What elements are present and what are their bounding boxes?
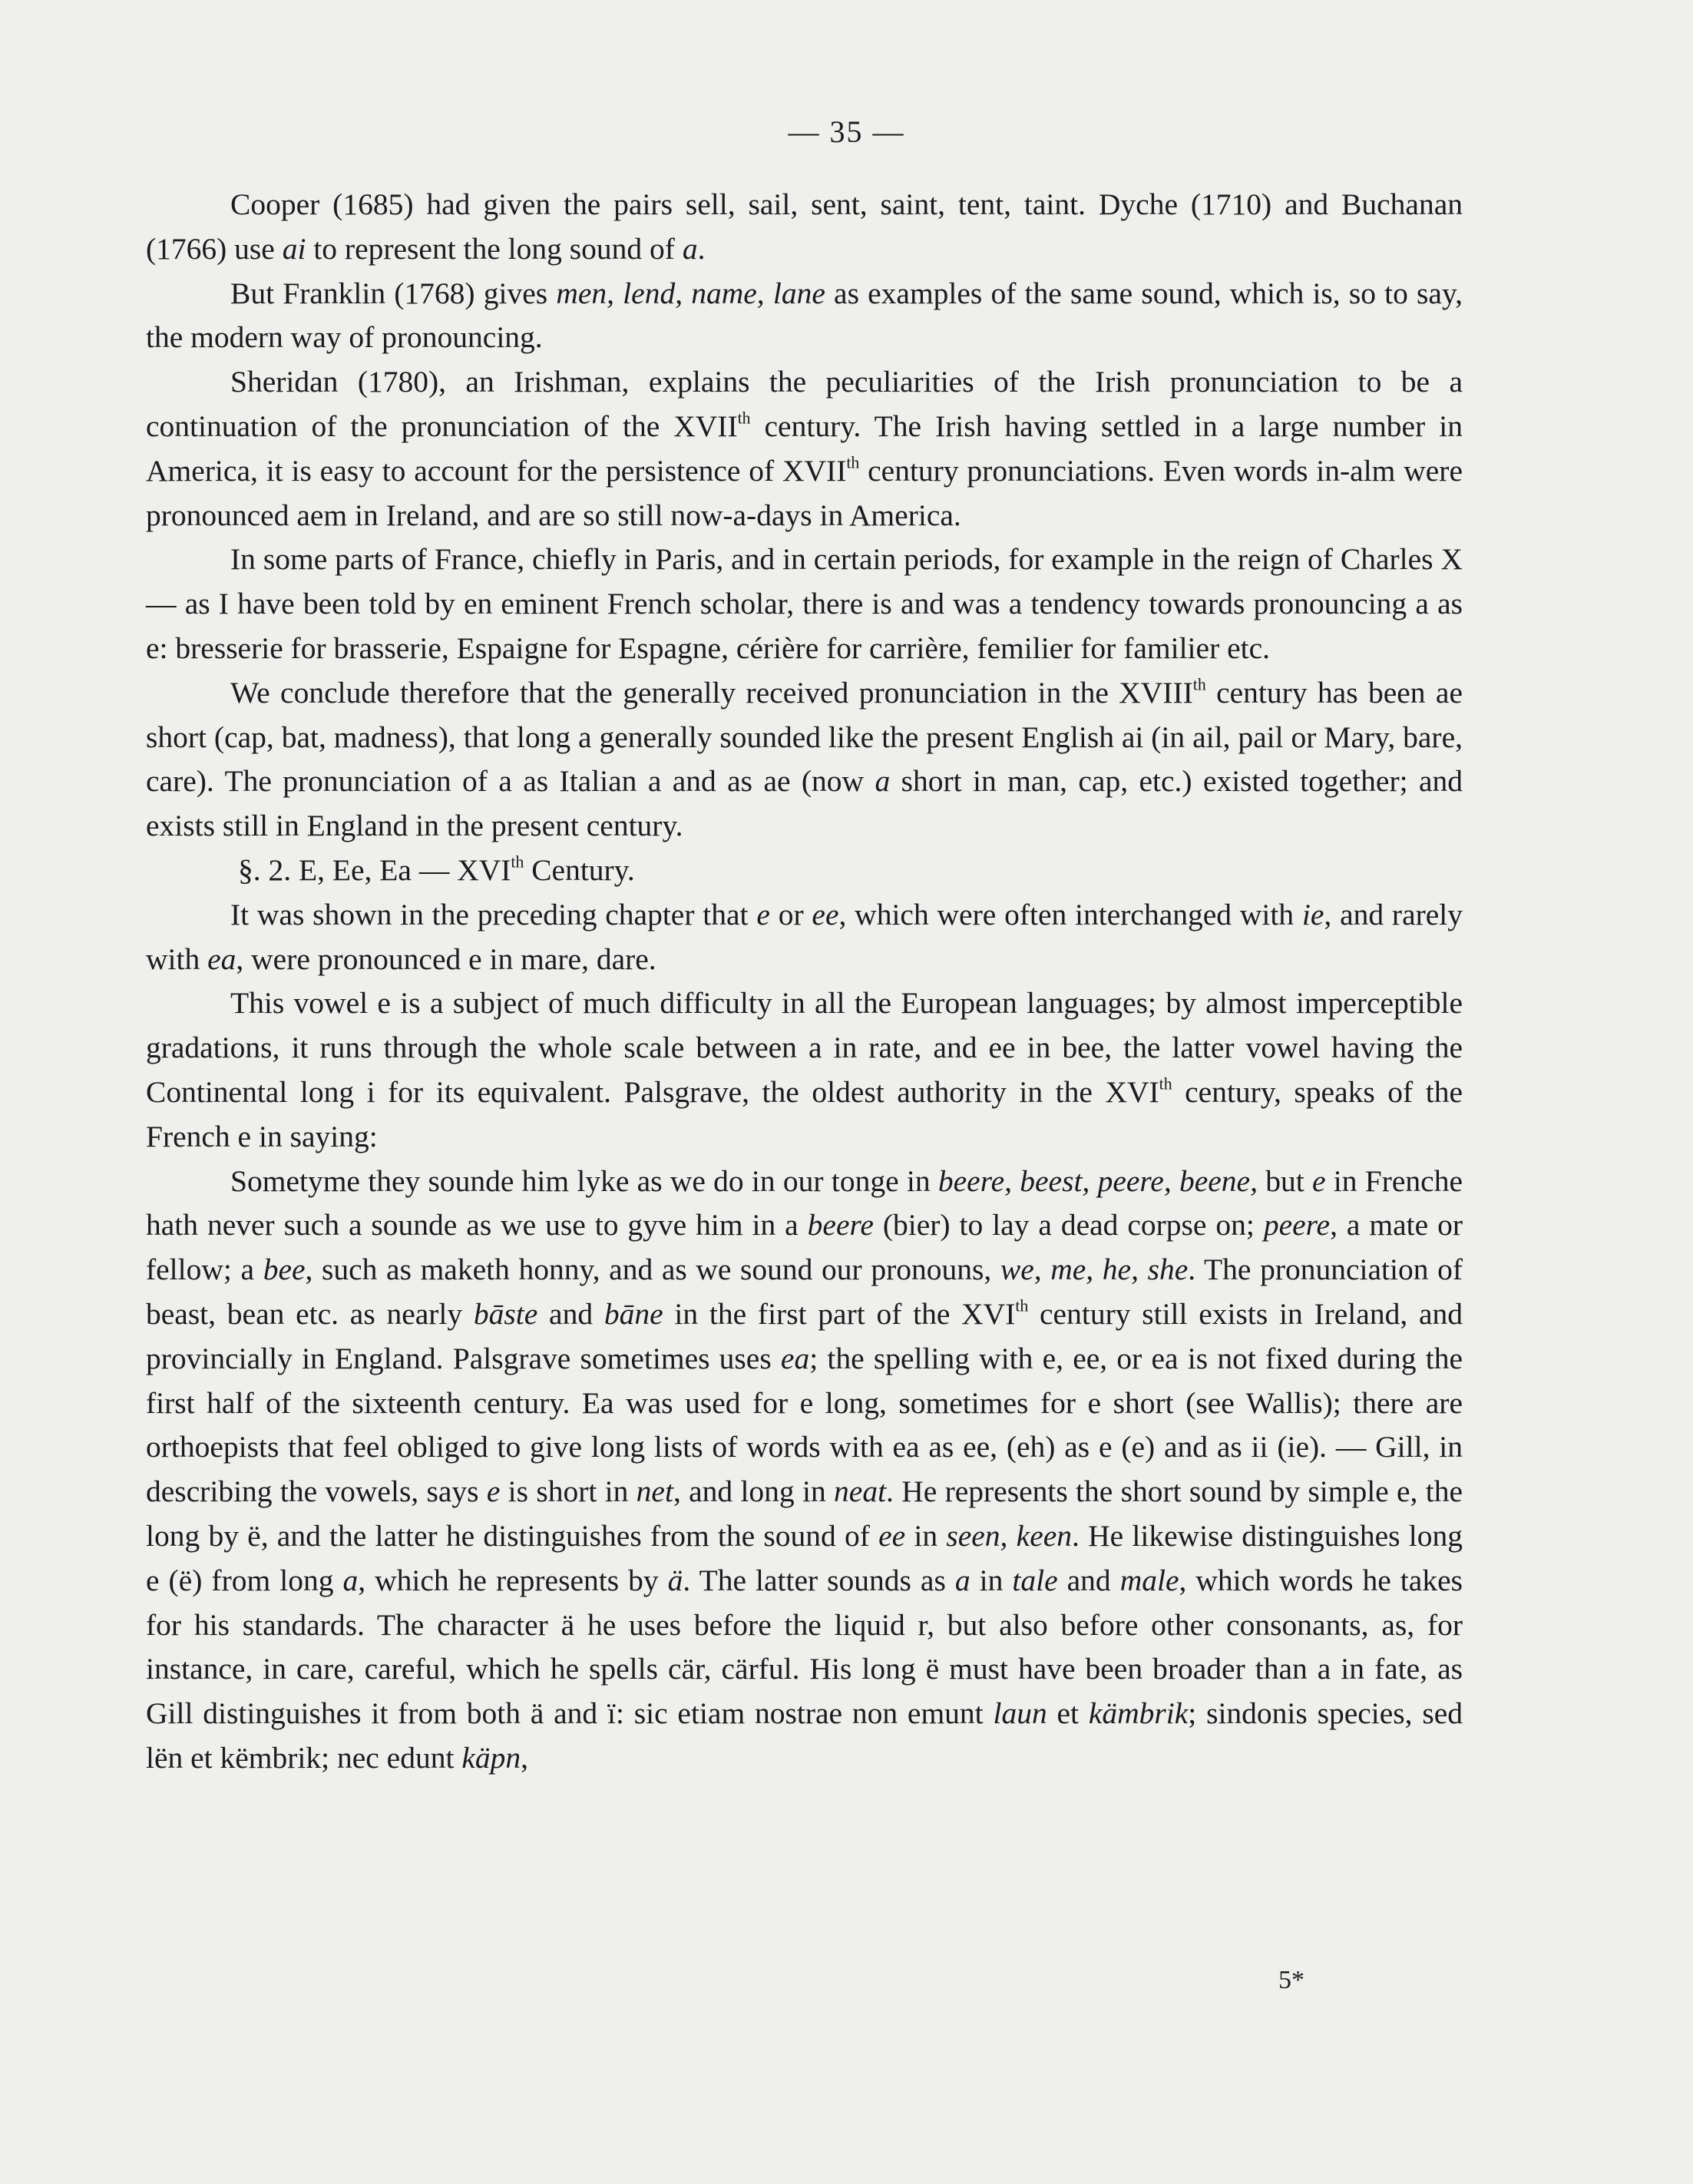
page-number: — 35 —: [788, 114, 905, 149]
body-text: [146, 183, 1463, 1781]
paragraph: Cooper (1685) had given the pairs sell, sail, sent, saint, tent, taint. Dyche (1710) and Buchanan (1766) use ai to represent the long sound of a.: [146, 187, 1463, 266]
signature-mark: 5*: [1278, 1966, 1304, 1994]
paragraph: In some parts of France, chiefly in Paris, and in certain periods, for example in the reign of Charles X — as I have been told by en eminent French scholar, there is and was a tendency towards pronouncing a as e: bresserie for brasserie, Espaigne for Espagne, cérière for carrière, femilier for familier etc.: [146, 542, 1463, 665]
paragraph: Sheridan (1780), an Irishman, explains the peculiarities of the Irish pronunciation to be a continuation of the pronunciation of the XVIIth century. The Irish having settled in a large number in America, it is easy to account for the persistence of XVIIth century pronunciations. Even words in-alm were pronounced aem in Ireland, and are so still now-a-days in America.: [146, 365, 1463, 532]
paragraph: Sometyme they sounde him lyke as we do in our tonge in beere, beest, peere, beene, but e in Frenche hath never such a sounde as we use to gyve him in a beere (bier) to lay a dead corpse on; peere, a mate or fellow; a bee, such as maketh honny, and as we sound our pronouns, we, me, he, she. The pronunciation of beast, bean etc. as nearly bāste and bāne in the first part of the XVIth century still exists in Ireland, and provincially in England. Palsgrave sometimes uses ea; the spelling with e, ee, or ea is not fixed during the first half of the sixteenth century. Ea was used for e long, sometimes for e short (see Wallis); there are orthoepists that feel obliged to give long lists of words with ea as ee, (eh) as e (e) and as ii (ie). — Gill, in describing the vowels, says e is short in net, and long in neat. He represents the short sound by simple e, the long by ë, and the latter he distinguishes from the sound of ee in seen, keen. He likewise distinguishes long e (ë) from long a, which he represents by ä. The latter sounds as a in tale and male, which words he takes for his standards. The character ä he uses before the liquid r, but also before other consonants, as, for instance, in care, careful, which he spells cär, cärful. His long ë must have been broader than a in fate, as Gill distinguishes it from both ä and ï: sic etiam nostrae non emunt laun et kämbrik; sindonis species, sed lën et këmbrik; nec edunt käpn,: [146, 1163, 1463, 1775]
paragraph: It was shown in the preceding chapter that e or ee, which were often interchanged with ie, and rarely with ea, were pronounced e in mare, dare.: [146, 897, 1463, 976]
paragraph: This vowel e is a subject of much difficulty in all the European languages; by almost imperceptible gradations, it runs through the whole scale between a in rate, and ee in bee, the latter vowel having the Continental long i for its equivalent. Palsgrave, the oldest authority in the XVIth century, speaks of the French e in saying:: [146, 986, 1463, 1153]
paragraph: But Franklin (1768) gives men, lend, name, lane as examples of the same sound, which is, so to say, the modern way of pronouncing.: [146, 276, 1463, 355]
paragraph: We conclude therefore that the generally received pronunciation in the XVIIIth century has been ae short (cap, bat, madness), that long a generally sounded like the present English ai (in ail, pail or Mary, bare, care). The pronunciation of a as Italian a and as ae (now a short in man, cap, etc.) existed together; and exists still in England in the present century.: [146, 675, 1463, 843]
section-heading: §. 2. E, Ee, Ea — XVIth Century.: [238, 852, 635, 887]
